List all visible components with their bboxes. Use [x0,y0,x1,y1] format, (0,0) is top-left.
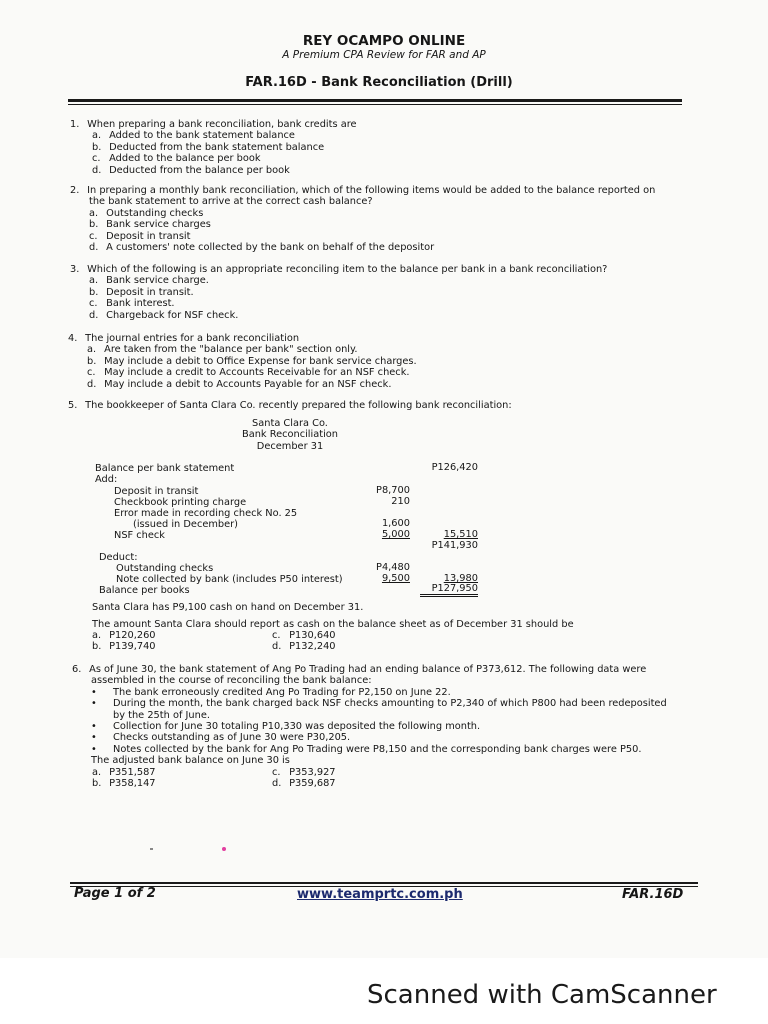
recon-nsf-value: 5,000 [381,529,410,540]
question-6 [72,664,667,767]
recon-balance-books-label: Balance per books [99,585,190,596]
recon-balance-bank-value: P126,420 [431,462,478,473]
q4-choice-d: d. May include a debit to Accounts Payable for an NSF check. [87,378,392,390]
q6-bullet-4: • Checks outstanding as of June 30 were P30,205. [91,732,351,744]
q3-text: Which of the following is an appropriate reconciling item to the balance per bank in a bank reconciliation? [87,264,608,275]
q6-text-line1: As of June 30, the bank statement of Ang Po Trading had an ending balance of P373,612. The following data were [89,664,647,675]
recon-outstanding: Outstanding checks [116,563,214,574]
recon-note: Note collected by bank (includes P50 interest) [116,574,343,585]
recon-add-label: Add: [95,474,118,485]
recon-deposit-transit: Deposit in transit [114,486,199,497]
recon-checkbook-charge-value: 210 [391,496,410,507]
recon-checkbook-charge: Checkbook printing charge [114,497,247,508]
recon-error-line2: (issued in December) [133,519,238,530]
question-4 [68,333,417,390]
q5-question: The amount Santa Clara should report as cash on the balance sheet as of December 31 should be [92,619,574,630]
q6-bullet-1: • The bank erroneously credited Ang Po Trading for P2,150 on June 22. [91,686,451,698]
recon-deposit-transit-value: P8,700 [376,485,410,496]
q4-choice-c: c. May include a credit to Accounts Receivable for an NSF check. [87,367,410,379]
q6-choice-c: c. P353,927 [272,767,336,778]
q1-choice-b: b. Deducted from the bank statement balance [92,141,325,153]
recon-company: Santa Clara Co. [252,418,328,429]
footer-code: FAR.16D [622,887,684,902]
q1-number: 1. [70,119,80,130]
q6-bullet-2: • During the month, the bank charged back NSF checks amounting to P2,340 of which P800 had been redeposited [91,698,667,710]
q1-text: When preparing a bank reconciliation, bank credits are [87,119,357,130]
header-rule-thin [68,104,682,105]
q6-bullet-5: • Notes collected by the bank for Ang Po Trading were P8,150 and the corresponding bank charges were P50. [91,743,642,755]
q2-text-line1: In preparing a monthly bank reconciliation, which of the following items would be added to the balance reported on [87,185,656,196]
header-subtitle: A Premium CPA Review for FAR and AP [282,49,486,61]
recon-error-value: 1,600 [381,518,410,529]
question-1 [70,119,357,176]
q3-number: 3. [70,264,80,275]
recon-subtotal: P141,930 [431,540,478,551]
question-2 [70,185,655,253]
footer-website-link[interactable]: www.teamprtc.com.ph [297,887,463,902]
q1-choice-a: a. Added to the bank statement balance [92,130,295,142]
camscanner-watermark: Scanned with CamScanner [367,980,717,1010]
q2-choice-c: c. Deposit in transit [89,230,191,242]
recon-date: December 31 [256,440,324,452]
q1-choice-c: c. Added to the balance per book [92,153,261,165]
question-5 [68,400,512,411]
footer-page: Page 1 of 2 [74,886,156,901]
q6-choice-d: d. P359,687 [272,778,336,789]
recon-balance-bank-label: Balance per bank statement [95,463,235,474]
scan-speck [222,847,226,851]
q3-choice-c: c. Bank interest. [89,298,175,310]
q1-choice-d: d. Deducted from the balance per book [92,164,290,176]
q6-choice-a: a. P351,587 [92,767,156,778]
header-rule [68,99,682,102]
q6-bullet-2-cont: by the 25th of June. [113,709,210,721]
question-3 [70,264,607,321]
q2-choice-d: d. A customers' note collected by the bank on behalf of the depositor [89,242,435,254]
recon-heading [200,418,380,452]
recon-add-total: 15,510 [443,529,478,540]
q6-text-line2: assembled in the course of reconciling the bank balance: [91,675,372,687]
q3-choice-d: d. Chargeback for NSF check. [89,309,239,321]
header-title: REY OCAMPO ONLINE [302,33,466,49]
q5-text: The bookkeeper of Santa Clara Co. recently prepared the following bank reconciliation: [85,400,512,411]
document-title: FAR.16D - Bank Reconciliation (Drill) [245,75,513,90]
q5-choice-d: d. P132,240 [272,641,336,652]
recon-note-value: 9,500 [381,573,410,584]
recon-outstanding-value: P4,480 [376,562,410,573]
recon-balance-books-value: P127,950 [420,584,478,597]
scan-speck-gray [150,848,153,850]
recon-deduct-total: 13,980 [443,573,478,584]
q6-question: The adjusted bank balance on June 30 is [91,755,290,767]
q5-number: 5. [68,400,78,411]
recon-deduct-label: Deduct: [99,552,138,563]
q5-choice-b: b. P139,740 [92,641,156,652]
recon-nsf: NSF check [114,530,165,541]
recon-error-line1: Error made in recording check No. 25 [114,508,298,519]
q2-number: 2. [70,185,80,196]
q2-text-line2: the bank statement to arrive at the correct cash balance? [89,196,373,208]
q4-text: The journal entries for a bank reconciliation [85,333,300,344]
q5-choice-a: a. P120,260 [92,630,156,641]
q4-number: 4. [68,333,78,344]
q6-choice-b: b. P358,147 [92,778,156,789]
q3-choice-b: b. Deposit in transit. [89,286,194,298]
footer-rule [70,882,698,884]
q6-number: 6. [72,664,82,675]
q2-choice-b: b. Bank service charges [89,219,211,231]
q4-choice-a: a. Are taken from the "balance per bank" section only. [87,344,358,356]
q4-choice-b: b. May include a debit to Office Expense for bank service charges. [87,355,417,367]
q5-cash-on-hand: Santa Clara has P9,100 cash on hand on December 31. [92,602,364,613]
recon-title: Bank Reconciliation [241,429,339,441]
q5-choice-c: c. P130,640 [272,630,336,641]
q6-bullet-3: • Collection for June 30 totaling P10,330 was deposited the following month. [91,721,481,733]
q3-choice-a: a. Bank service charge. [89,275,209,287]
q2-choice-a: a. Outstanding checks [89,207,204,219]
